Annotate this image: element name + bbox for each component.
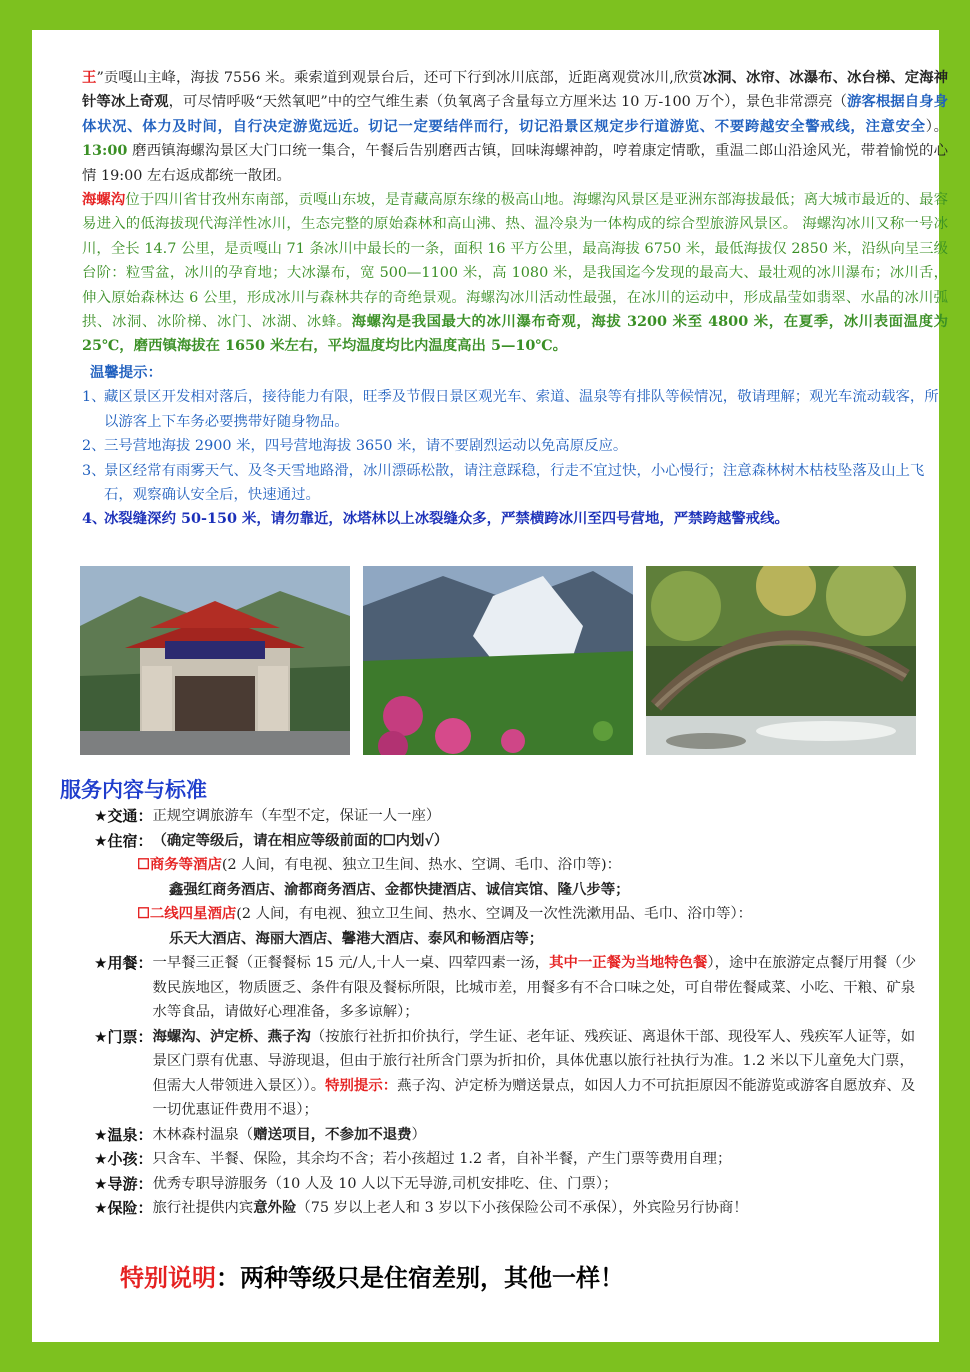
hotel-list-four-star: 乐天大酒店、海丽大酒店、馨港大酒店、泰风和畅酒店等；	[169, 929, 544, 947]
insurance-row: ★保险： 旅行社提供内宾意外险（75 岁以上老人和 3 岁以下小孩保险公司不承保），外宾险另行协商！	[94, 1199, 748, 1217]
tip-item: 4、 冰裂缝深约 50-150 米，请勿靠近，冰塔林以上冰裂缝众多，严禁横跨冰川至四号营地，严禁跨越警戒线。	[82, 510, 789, 528]
service-section-title: 服务内容与标准	[60, 778, 207, 802]
special-note: 特别说明：两种等级只是住宿差别，其他一样！	[120, 1263, 624, 1292]
tips-title: 温馨提示：	[90, 363, 162, 381]
lodging-row: ★住宿： （确定等级后，请在相应等级前面的☐内划√）	[94, 831, 449, 850]
photo-strip	[80, 566, 916, 755]
tickets-row: ★门票： 海螺沟、泸定桥、燕子沟（按旅行社折扣价执行，学生证、老年证、残疾证、离退休干部、现役军人、残疾军人证等，如景区门票有优惠、导游现退，但由于旅行社所含门票为折扣价，具体优惠以旅行社执行为准。1.2 米以下儿童免大门票，但需大人带领进入景区））。特别提示：燕子沟、泸定桥为赠送景点，如因人力不可抗拒原因不能游览或游客自愿放弃、及一切优惠证件费用不退）；	[94, 1027, 916, 1118]
intro-section	[82, 66, 948, 532]
tip-item: 2、 三号营地海拔 2900 米，四号营地海拔 3650 米，请不要剧烈运动以免高原反应。	[82, 438, 628, 455]
hotel-option-four-star[interactable]: ☐二线四星酒店(2 人间，有电视、独立卫生间、热水、空调及一次性洗漱用品、毛巾、浴巾等）：	[137, 905, 753, 922]
guide-row: ★导游： 优秀专职导游服务（10 人及 10 人以下无导游,司机安排吃、住、门票）；	[94, 1174, 618, 1193]
tip-item: 3、 景区经常有雨雾天气、及冬天雪地路滑，冰川漂砾松散，请注意踩稳，行走不宜过快，小心慢行；注意森林树木枯枝坠落及山上飞石，观察确认安全后，快速通过。	[82, 462, 925, 503]
itinerary-paragraph: 王”贡嘎山主峰，海拔 7556 米。乘索道到观景台后，还可下行到冰川底部，近距离观赏冰川,欣赏冰洞、冰帘、冰瀑布、冰台梯、定海神针等冰上奇观，可尽情呼吸“天然氧吧”中的空气维生素（负氧离子含量每立方厘米达 10 万-100 万个），景色非常漂亮（游客根据自身身体状况、体力及时间，自行决定游览远近。切记一定要结伴而行，切记沿景区规定步行道游览、不要跨越安全警戒线，注意安全）。13:00 磨西镇海螺沟景区大门口统一集合，午餐后告别磨西古镇，回味海螺神韵，哼着康定情歌，重温二郎山沿途风光，带着愉悦的心情 19:00 左右返成都统一散团。	[82, 69, 948, 184]
transport-row: ★交通： 正规空调旅游车（车型不定，保证一人一座）	[94, 807, 441, 825]
hotspring-row: ★温泉： 木林森村温泉（赠送项目，不参加不退费）	[94, 1125, 426, 1144]
meals-row: ★用餐： 一早餐三正餐（正餐餐标 15 元/人,十人一桌、四荤四素一汤，其中一正餐为当地特色餐），途中在旅游定点餐厅用餐（少数民族地区，物质匮乏、条件有限及餐标所限，比城市差，用餐多有不合口味之处，可自带佐餐咸菜、小吃、干粮、矿泉水等食品，请做好心理准备，多多谅解）；	[94, 954, 917, 1020]
photo-gate	[80, 566, 350, 755]
hailuogou-paragraph: 海螺沟位于四川省甘孜州东南部，贡嘎山东坡，是青藏高原东缘的极高山地。海螺沟风景区是亚洲东部海拔最低；离大城市最近的、最容易进入的低海拔现代海洋性冰川，生态完整的原始森林和高山沸、热、温冷泉为一体构成的综合型旅游风景区。 海螺沟冰川又称一号冰川，全长 14.7 公里，是贡嘎山 71 条冰川中最长的一条，面积 16 平方公里，最高海拔 6750 米，最低海拔仅 2850 米，沿纵向呈三级台阶：粒雪盆，冰川的孕育地；大冰瀑布，宽 500—1100 米，高 1080 米，是我国迄今发现的最高大、最壮观的冰川瀑布；冰川舌，伸入原始森林达 6 公里，形成冰川与森林共存的奇绝景观。海螺沟冰川活动性最强，在冰川的运动中，形成晶莹如翡翠、水晶的冰川弧拱、冰洞、冰阶梯、冰门、冰湖、冰蜂。海螺沟是我国最大的冰川瀑布奇观，海拔 3200 米至 4800 米，在夏季，冰川表面温度为 25℃，磨西镇海拔在 1650 米左右，平均温度均比内温度高出 5—10℃。	[82, 191, 948, 355]
hotel-option-business[interactable]: ☐商务等酒店(2 人间，有电视、独立卫生间、热水、空调、毛巾、浴巾等)：	[137, 856, 621, 873]
photo-bridge	[646, 566, 916, 755]
hotel-list-business: 鑫强红商务酒店、渝都商务酒店、金都快捷酒店、诚信宾馆、隆八步等；	[169, 880, 630, 898]
photo-glacier	[363, 566, 633, 755]
tip-item: 1、 藏区景区开发相对落后，接待能力有限，旺季及节假日景区观光车、索道、温泉等有排队等候情况，敬请理解；观光车流动载客，所以游客上下车务必要携带好随身物品。	[82, 389, 939, 430]
tips-list	[82, 385, 948, 531]
child-row: ★小孩： 只含车、半餐、保险，其余均不含；若小孩超过 1.2 者，自补半餐，产生门票等费用自理；	[94, 1150, 732, 1168]
brochure-page	[32, 30, 948, 1342]
service-section	[94, 804, 924, 1221]
